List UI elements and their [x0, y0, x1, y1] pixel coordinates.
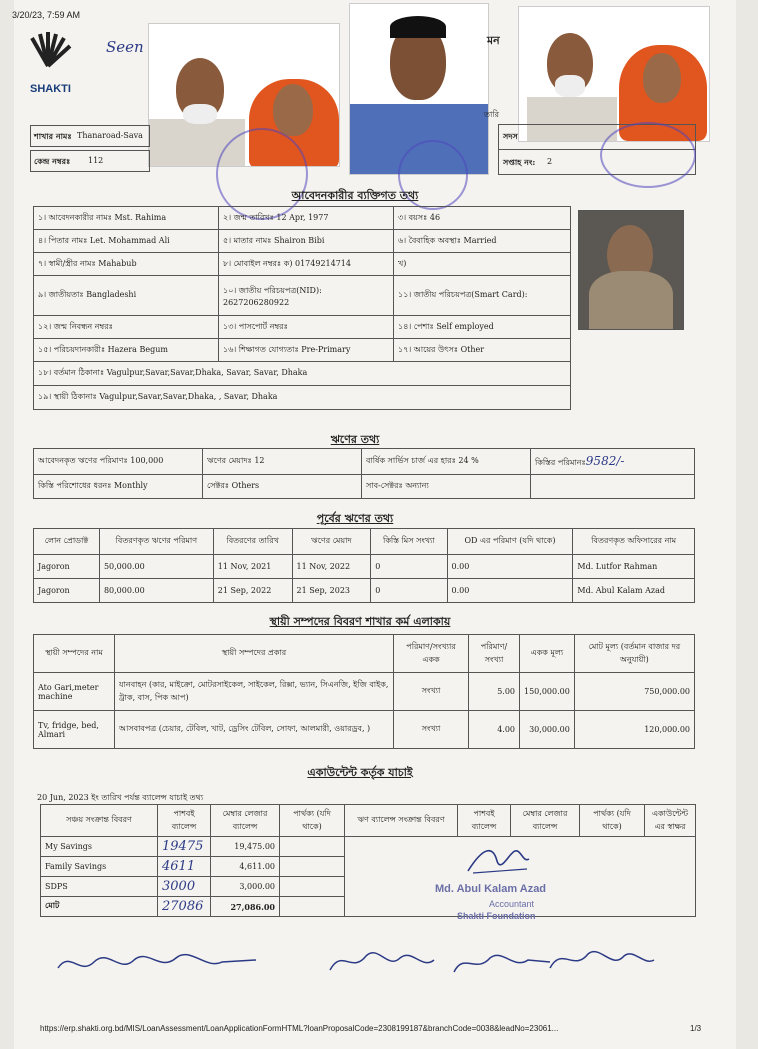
assets-section-title: স্থায়ী সম্পদের বিবরণ শাখার কর্ম এলাকায়: [269, 615, 451, 628]
disbursed-amount: 80,000.00: [99, 579, 213, 603]
loan-duration: ঋণের মেয়াদঃ 12: [203, 449, 362, 475]
center-label: কেন্দ্র নম্বরঃ: [34, 156, 71, 166]
branch-label: শাখার নামঃ: [34, 131, 72, 141]
savings-type: My Savings: [41, 837, 158, 857]
difference: [280, 897, 345, 917]
table-row: [34, 711, 695, 749]
header-partial-mon: মন: [487, 34, 500, 47]
col-missed-installments: কিস্তি মিস সংখ্যা: [371, 529, 447, 555]
od-amount: 0.00: [447, 555, 573, 579]
installment-handwritten: 9582/-: [585, 453, 625, 468]
col-total-value: মোট মূল্য (বর্তমান বাজার দর অনুযায়ী): [574, 635, 694, 673]
guardian-couple-photo: [518, 6, 710, 142]
col-disbursed-amount: বিতরণকৃত ঋণের পরিমাণ: [99, 529, 213, 555]
age: ৩। বয়সঃ 46: [394, 207, 571, 230]
loan-table: [33, 448, 695, 499]
seal-org: Shakti Foundation: [457, 911, 536, 921]
applicant-section-title: আবেদনকারীর ব্যক্তিগত তথ্য: [291, 189, 419, 202]
col-loan-product: লোন প্রোডাক্ট: [34, 529, 100, 555]
birth-date: ২। জন্ম তারিখঃ 12 Apr, 1977: [219, 207, 394, 230]
income-source: ১৭। আয়ের উৎসঃ Other: [394, 339, 571, 362]
asset-unit: সংখ্যা: [394, 673, 469, 711]
asset-name: Tv, fridge, bed, Almari: [34, 711, 115, 749]
seal-role: Accountant: [489, 899, 535, 909]
table-row: [41, 837, 696, 857]
difference: [280, 877, 345, 897]
branch-box: [30, 125, 150, 147]
shakti-logo-icon: [22, 32, 74, 68]
asset-type: যানবাহন (কার, মাইক্রো, মোটরসাইকেল, সাইকেল, রিক্সা, ভ্যান, সিএনজি, ইজি বাইক, ট্রাক, বাস, পিক আপ): [115, 673, 394, 711]
requested-amount: আবেদনকৃত ঋণের পরিমাণঃ 100,000: [34, 449, 203, 475]
od-amount: 0.00: [447, 579, 573, 603]
passbook-balance: 4611: [158, 857, 211, 877]
balance-check-date: 20 Jun, 2023 ইং তারিখ পর্যন্ত ব্যালেন্স যাচাই তথ্য: [37, 793, 204, 802]
service-charge-rate: বার্ষিক সার্ভিস চার্জ এর হারঃ 24 %: [362, 449, 531, 475]
asset-total-value: 750,000.00: [574, 673, 694, 711]
col-asset-name: স্থায়ী সম্পদের নাম: [34, 635, 115, 673]
introducer: ১৫। পরিচয়দানকারীঃ Hazera Begum: [34, 339, 219, 362]
mobile-number-2: খ): [394, 253, 571, 276]
sector: সেক্টরঃ Others: [203, 475, 362, 499]
page-number: 1/3: [690, 1024, 702, 1033]
difference: [280, 857, 345, 877]
installment-label: কিস্তির পরিমানঃ: [535, 457, 586, 467]
header-partial-date: তারি: [484, 110, 500, 119]
assets-table: [33, 634, 695, 749]
col-ledger-balance: মেম্বার লেজার ব্যালেন্স: [211, 805, 280, 837]
table-row: [34, 579, 695, 603]
empty-cell: [531, 475, 695, 499]
balance-table: [40, 804, 696, 921]
missed-installments: 0: [371, 579, 447, 603]
passport-number: ১৩। পাসপোর্ট নম্বরঃ: [219, 316, 394, 339]
col-difference: পার্থক্য (যদি থাকে): [280, 805, 345, 837]
birth-registration: ১২। জন্ম নিবন্ধন নম্বরঃ: [34, 316, 219, 339]
sub-sector: সাব-সেক্টরঃ অন্যান্য: [362, 475, 531, 499]
col-od-amount: OD এর পরিমাণ (যদি থাকে): [447, 529, 573, 555]
branch-value: Thanaroad-Sava: [77, 131, 143, 140]
spouse-name: ৭। স্বামী/স্ত্রীর নামঃ Mahabub: [34, 253, 219, 276]
week-label: সপ্তাহ নং:: [503, 157, 536, 167]
loan-term: 11 Nov, 2022: [292, 555, 371, 579]
prev-loan-table: [33, 528, 695, 603]
loan-product: Jagoron: [34, 555, 100, 579]
missed-installments: 0: [371, 555, 447, 579]
col-accountant-signature: একাউন্টেন্ট এর স্বাক্ষর: [645, 805, 696, 837]
asset-quantity: 4.00: [469, 711, 520, 749]
loan-term: 21 Sep, 2023: [292, 579, 371, 603]
accountant-section-title: একাউন্টেন্ট কর্তৃক যাচাই: [307, 766, 413, 779]
print-timestamp: 3/20/23, 7:59 AM: [12, 10, 81, 20]
col-loan-term: ঋণের মেয়াদ: [292, 529, 371, 555]
ledger-total: 27,086.00: [211, 897, 280, 917]
repayment-type: কিস্তি পরিশোধের ধরনঃ Monthly: [34, 475, 203, 499]
col-loan-passbook: পাশবই ব্যালেন্স: [458, 805, 511, 837]
col-savings-desc: সঞ্চয় সংক্রান্ত বিবরণ: [41, 805, 158, 837]
loan-section-title: ঋণের তথ্য: [330, 433, 380, 446]
loan-product: Jagoron: [34, 579, 100, 603]
mobile-number: ৮। মোবাইল নম্বরঃ ক) 01749214714: [219, 253, 394, 276]
mother-name: ৫। মাতার নামঃ Shairon Bibi: [219, 230, 394, 253]
ledger-balance: 19,475.00: [211, 837, 280, 857]
table-row: [34, 673, 695, 711]
ledger-balance: 4,611.00: [211, 857, 280, 877]
disbursed-date: 21 Sep, 2022: [213, 579, 292, 603]
col-passbook-balance: পাশবই ব্যালেন্স: [158, 805, 211, 837]
col-officer-name: বিতরণকৃত অফিসারের নাম: [573, 529, 695, 555]
col-quantity: পরিমাণ/ সংখ্যা: [469, 635, 520, 673]
permanent-address: ১৯। স্থায়ী ঠিকানাঃ Vagulpur,Savar,Savar,Dhaka, , Savar, Dhaka: [34, 386, 571, 410]
officer-name: Md. Abul Kalam Azad: [573, 579, 695, 603]
asset-total-value: 120,000.00: [574, 711, 694, 749]
disbursed-date: 11 Nov, 2021: [213, 555, 292, 579]
logo-text: SHAKTI: [30, 83, 71, 95]
col-unit: পরিমাণ/সংখ্যার একক: [394, 635, 469, 673]
ledger-balance: 3,000.00: [211, 877, 280, 897]
passbook-total: 27086: [158, 897, 211, 917]
center-box: [30, 150, 150, 172]
member-label: সদস: [503, 131, 518, 141]
seal-name: Md. Abul Kalam Azad: [435, 883, 547, 895]
handwritten-signatures-icon: [50, 940, 690, 990]
col-loan-difference: পার্থক্য (যদি থাকে): [580, 805, 645, 837]
asset-unit-price: 30,000.00: [520, 711, 575, 749]
applicant-table: [33, 206, 571, 410]
col-disbursed-date: বিতরণের তারিখ: [213, 529, 292, 555]
father-name: ৪। পিতার নামঃ Let. Mohammad Ali: [34, 230, 219, 253]
asset-name: Ato Gari,meter machine: [34, 673, 115, 711]
col-loan-ledger: মেম্বার লেজার ব্যালেন্স: [511, 805, 580, 837]
smart-card: ১১। জাতীয় পরিচয়পত্র(Smart Card):: [394, 276, 571, 316]
officer-name: Md. Lutfor Rahman: [573, 555, 695, 579]
applicant-name: ১। আবেদনকারীর নামঃ Mst. Rahima: [34, 207, 219, 230]
table-row: [34, 555, 695, 579]
asset-unit-price: 150,000.00: [520, 673, 575, 711]
col-loan-balance-desc: ঋণ ব্যালেন্স সংক্রান্ত বিবরণ: [345, 805, 458, 837]
col-asset-type: স্থায়ী সম্পদের প্রকার: [115, 635, 394, 673]
nid-number: ১০। জাতীয় পরিচয়পত্র(NID): 2627206280922: [219, 276, 394, 316]
asset-unit: সংখ্যা: [394, 711, 469, 749]
difference: [280, 837, 345, 857]
education: ১৬। শিক্ষাগত যোগ্যতাঃ Pre-Primary: [219, 339, 394, 362]
week-value: 2: [547, 157, 553, 166]
marital-status: ৬। বৈবাহিক অবস্থাঃ Married: [394, 230, 571, 253]
center-value: 112: [88, 156, 104, 165]
handwritten-seen: Seen: [106, 38, 144, 56]
savings-type: Family Savings: [41, 857, 158, 877]
applicant-id-photo: [578, 210, 684, 330]
accountant-signature-icon: [463, 843, 533, 877]
prev-loan-section-title: পূর্বের ঋণের তথ্য: [316, 512, 394, 525]
passbook-balance: 19475: [158, 837, 211, 857]
present-address: ১৮। বর্তমান ঠিকানাঃ Vagulpur,Savar,Savar,Dhaka, Savar, Savar, Dhaka: [34, 362, 571, 386]
occupation: ১৪। পেশাঃ Self employed: [394, 316, 571, 339]
installment-amount-cell: [531, 449, 695, 475]
accountant-signature-area: [345, 837, 696, 921]
footer-url: https://erp.shakti.org.bd/MIS/LoanAssessment/LoanApplicationFormHTML?loanProposalCode=2308199187&branchCode=0038&leadNo=23061...: [40, 1024, 559, 1033]
savings-total-label: মোট: [41, 897, 158, 917]
asset-type: আসবাবপত্র (চেয়ার, টেবিল, খাট, ড্রেসিং টেবিল, সোফা, আলমারী, ওয়ারড্রব, ): [115, 711, 394, 749]
disbursed-amount: 50,000.00: [99, 555, 213, 579]
passbook-balance: 3000: [158, 877, 211, 897]
nationality: ৯। জাতীয়তাঃ Bangladeshi: [34, 276, 219, 316]
savings-type: SDPS: [41, 877, 158, 897]
asset-quantity: 5.00: [469, 673, 520, 711]
branch-stamp-3: [600, 122, 696, 188]
col-unit-price: একক মূল্য: [520, 635, 575, 673]
